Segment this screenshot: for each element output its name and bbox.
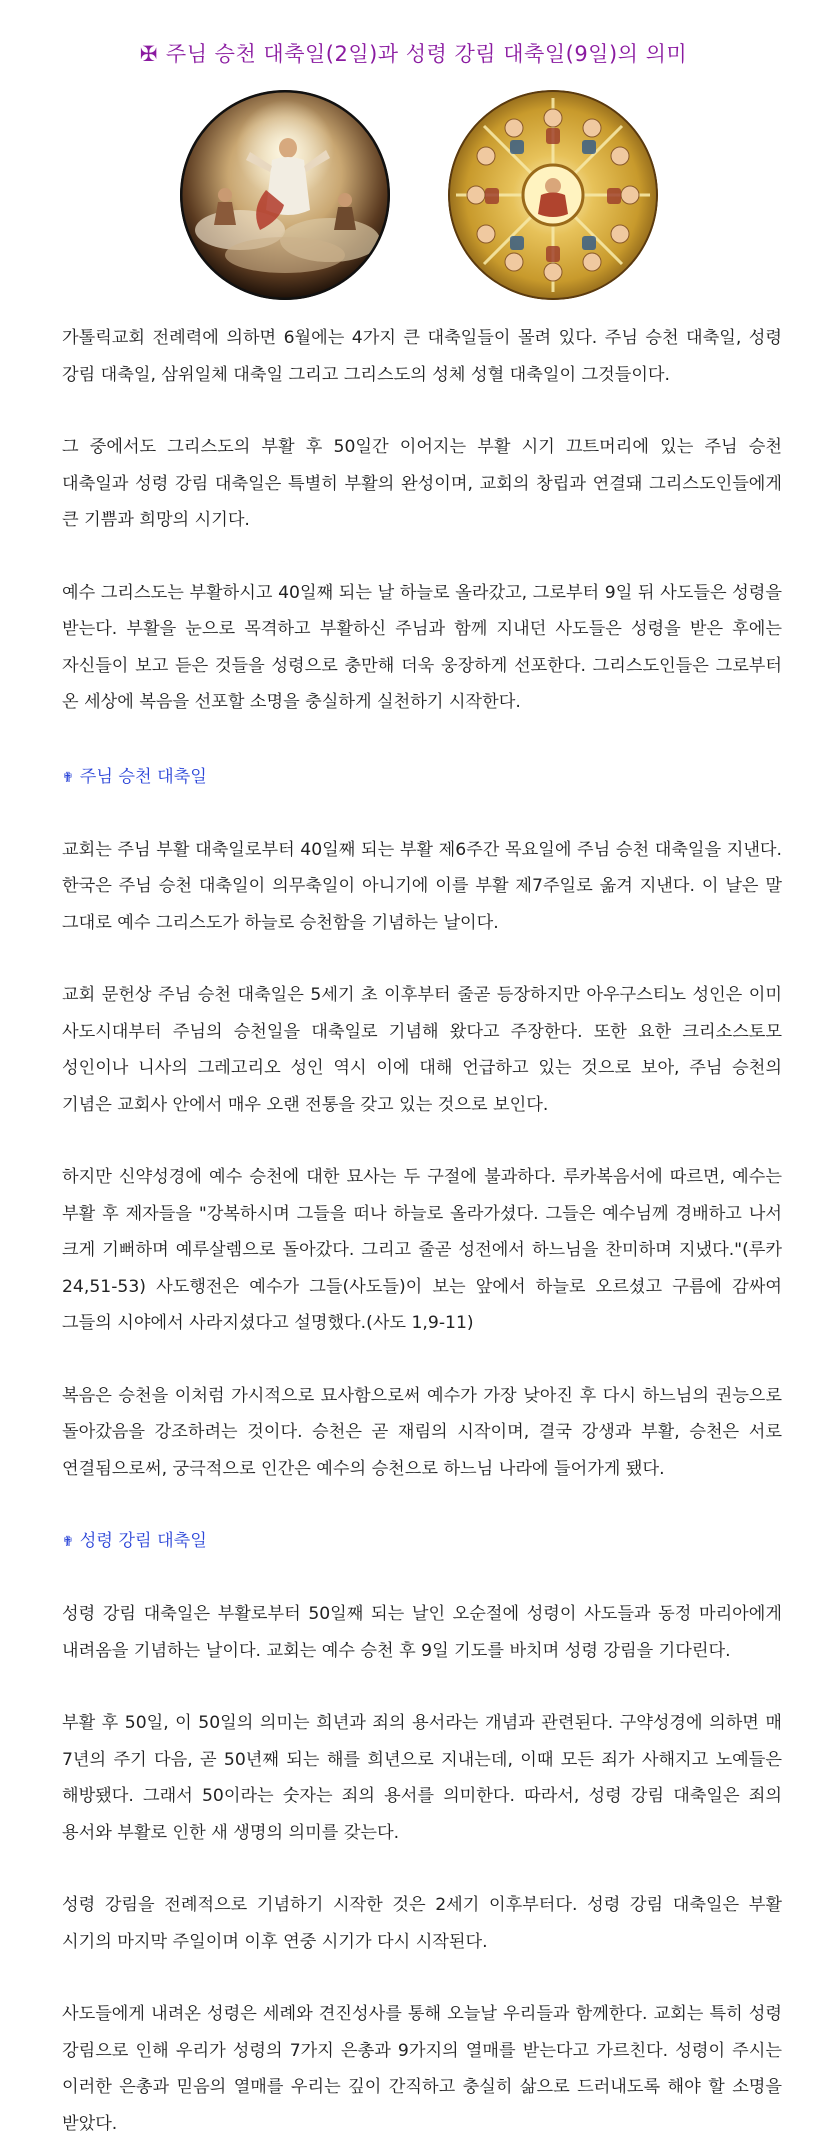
ascension-paragraph-1: 교회는 주님 부활 대축일로부터 40일째 되는 부활 제6주간 목요일에 주님 승천 대축일을 지낸다. 한국은 주님 승천 대축일이 의무축일이 아니기에 이를 부활 제7주일로 옮겨 지낸다. 이 날은 말 그대로 예수 그리스도가 하늘로 승천함을 기념하는 날이다. [62,839,782,933]
pentecost-paragraph-3: 성령 강림을 전례적으로 기념하기 시작한 것은 2세기 이후부터다. 성령 강림 대축일은 부활 시기의 마지막 주일이며 이후 연중 시기가 다시 시작된다. [62,1895,782,1952]
section-heading-text: 주님 승천 대축일 [79,766,207,787]
ascension-paragraph-3: 하지만 신약성경에 예수 승천에 대한 묘사는 두 구절에 불과하다. 루카복음서에 따르면, 예수는 부활 후 제자들을 "강복하시며 그들을 떠나 하늘로 올라가셨다. 그들은 예수님께 경배하고 나서 크게 기뻐하며 예루살렘으로 돌아갔다. 그리고 줄곧 성전에서 하느님을 찬미하며 지냈다."(루카 24,51-53) 사도행전은 예수가 그들(사도들)이 보는 앞에서 하늘로 오르셨고 구름에 감싸여 그들의 시야에서 사라지셨다고 설명했다.(사도 1,9-11) [62,1167,782,1333]
section-heading-text: 성령 강림 대축일 [79,1531,207,1551]
page-title [0,38,827,68]
intro-paragraph-2: 그 중에서도 그리스도의 부활 후 50일간 이어지는 부활 시기 끄트머리에 있는 주님 승천 대축일과 성령 강림 대축일은 특별히 부활의 완성이며, 교회의 창립과 연결돼 그리스도인들에게 큰 기쁨과 희망의 시기다. [62,437,782,530]
title-text: 주님 승천 대축일(2일)과 성령 강림 대축일(9일)의 의미 [165,42,688,66]
ascension-painting-image [180,90,390,300]
intro-paragraph-3: 예수 그리스도는 부활하시고 40일째 되는 날 하늘로 올라갔고, 그로부터 9일 뒤 사도들은 성령을 받는다. 부활을 눈으로 목격하고 부활하신 주님과 함께 지내던 사도들은 성령을 받은 후에는 자신들이 보고 듣은 것들을 성령으로 충만해 더욱 웅장하게 선포한다. 그리스도인들은 그로부터 온 세상에 복음을 선포할 소명을 충실하게 실천하기 시작한다. [62,582,782,712]
cross-mark-icon: ✠ [139,42,158,66]
pentecost-paragraph-1: 성령 강림 대축일은 부활로부터 50일째 되는 날인 오순절에 성령이 사도들과 동정 마리아에게 내려옴을 기념하는 날이다. 교회는 예수 승천 후 9일 기도를 바치며 성령 강림을 기다린다. [62,1604,782,1661]
pentecost-paragraph-4: 사도들에게 내려온 성령은 세례와 견진성사를 통해 오늘날 우리들과 함께한다. 교회는 특히 성령 강림으로 인해 우리가 성령의 7가지 은총과 9가지의 열매를 받는다고 가르친다. 성령이 주시는 이러한 은총과 믿음의 열매를 우리는 깊이 간직하고 충실히 삶으로 드러내도록 해야 할 소명을 받았다. [62,2004,782,2134]
ascension-paragraph-4: 복음은 승천을 이처럼 가시적으로 묘사함으로써 예수가 가장 낮아진 후 다시 하느님의 권능으로 돌아갔음을 강조하려는 것이다. 승천은 곧 재림의 시작이며, 결국 강생과 부활, 승천은 서로 연결됨으로써, 궁극적으로 인간은 예수의 승천으로 하느님 나라에 들어가게 됐다. [62,1385,782,1479]
article-body [62,320,782,2142]
header-images [0,88,827,308]
pentecost-paragraph-2: 부활 후 50일, 이 50일의 의미는 희년과 죄의 용서라는 개념과 관련된다. 구약성경에 의하면 매 7년의 주기 다음, 곧 50년째 되는 해를 희년으로 지내는데, 이때 모든 죄가 사해지고 노예들은 해방됐다. 그래서 50이라는 숫자는 죄의 용서를 의미한다. 따라서, 성령 강림 대축일은 죄의 용서와 부활로 인한 새 생명의 의미를 갖는다. [62,1713,782,1843]
cross-icon: ✟ [62,769,74,786]
cross-icon: ✟ [62,1534,74,1550]
pentecost-dome-image [448,90,658,300]
section-heading-pentecost [62,1523,782,1560]
section-heading-ascension [62,759,782,796]
intro-paragraph-1: 가톨릭교회 전례력에 의하면 6월에는 4가지 큰 대축일들이 몰려 있다. 주님 승천 대축일, 성령 강림 대축일, 삼위일체 대축일 그리고 그리스도의 성체 성혈 대축일이 그것들이다. [62,328,782,385]
ascension-paragraph-2: 교회 문헌상 주님 승천 대축일은 5세기 초 이후부터 줄곧 등장하지만 아우구스티노 성인은 이미 사도시대부터 주님의 승천일을 대축일로 기념해 왔다고 주장한다. 또한 요한 크리소스토모 성인이나 니사의 그레고리오 성인 역시 이에 대해 언급하고 있는 것으로 보아, 주님 승천의 기념은 교회사 안에서 매우 오랜 전통을 갖고 있는 것으로 보인다. [62,985,782,1115]
